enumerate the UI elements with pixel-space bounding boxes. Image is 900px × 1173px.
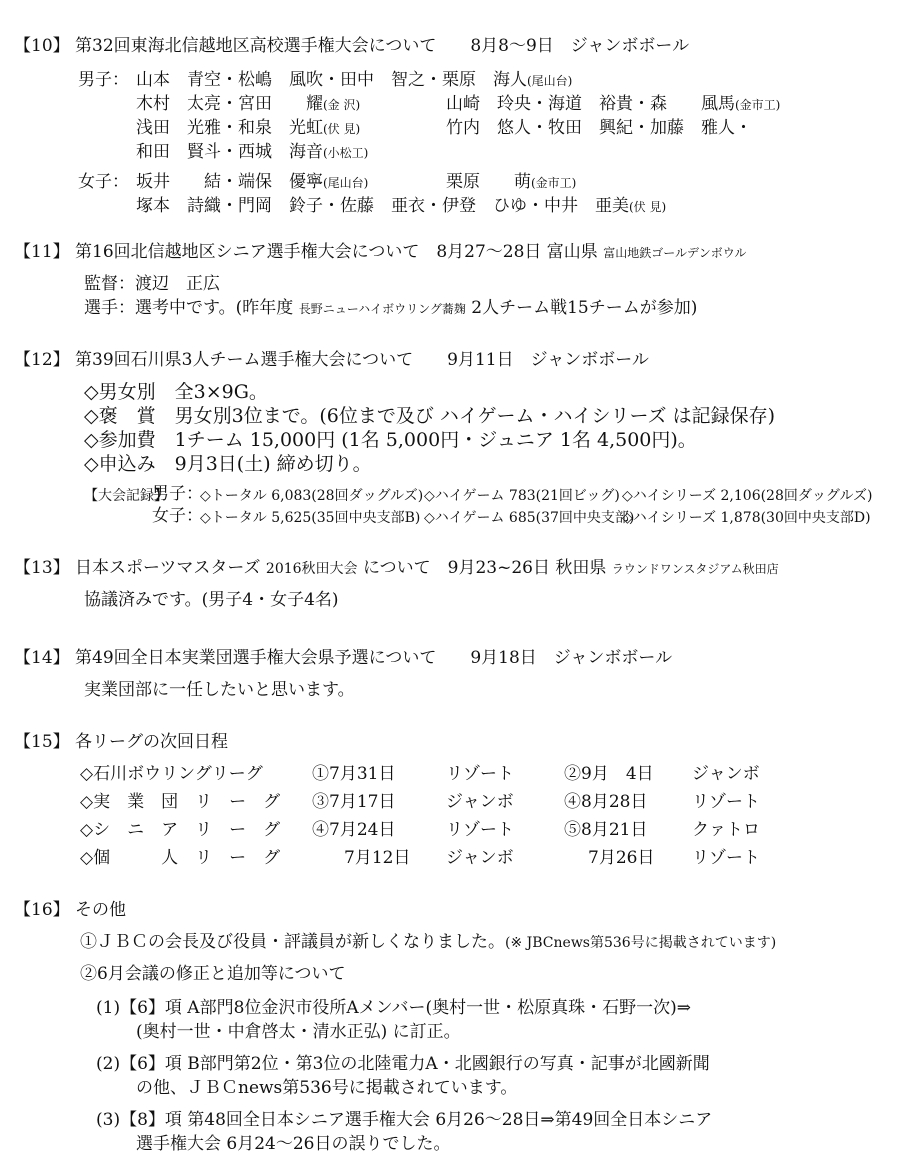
school: (尾山台)	[527, 74, 573, 88]
item-1-note: (※ JBCnews第536号に掲載されています)	[505, 935, 777, 951]
section-12-heading: 【12】 第39回石川県3人チーム選手権大会について 9月11日 ジャンボボール	[14, 350, 649, 370]
girls-line-1	[136, 170, 368, 195]
sub-item-1-line-1: (1)【6】項 A部門8位金沢市役所Aメンバー(奥村一世・松原真珠・石野一次)⇒	[96, 998, 691, 1018]
league-name: ◇実 業 団 リ ー グ	[80, 792, 281, 812]
league-date-2: ②9月 4日	[564, 764, 654, 784]
school: (小松工)	[323, 146, 369, 160]
league-date-1: ①7月31日	[312, 764, 396, 784]
players: 竹内 悠人・牧田 興紀・加藤 雅人・	[446, 118, 752, 138]
girls-label: 女子：	[78, 172, 129, 192]
coach-line: 監督：渡辺 正広	[84, 274, 220, 294]
league-date-1: 7月12日	[344, 848, 411, 868]
record-boys-total: ◇トータル 6,083(28回ダッグルズ)	[200, 488, 424, 504]
record-tag: 【大会記録】	[84, 488, 168, 504]
players: 塚本 詩織・門岡 鈴子・佐藤 亜衣・伊登 ひゆ・中井 亜美	[136, 196, 629, 216]
players: 山崎 玲央・海道 裕貴・森 風馬	[446, 94, 735, 114]
record-girls-game: ◇ハイゲーム 685(37回中央支部)	[424, 510, 635, 526]
league-date-2: ④8月28日	[564, 792, 648, 812]
school: (金市工)	[735, 98, 781, 112]
item-1-text: ①ＪＢＣの会長及び役員・評議員が新しくなりました。	[80, 932, 505, 952]
school: (伏 見)	[629, 200, 667, 214]
players: 坂井 結・端保 優寧	[136, 172, 323, 192]
boys-label: 男子：	[78, 70, 129, 90]
sub-item-2-line-1: (2)【6】項 B部門第2位・第3位の北陸電力A・北國銀行の写真・記事が北國新聞	[96, 1054, 710, 1074]
players: 浅田 光雅・和泉 光虹	[136, 118, 323, 138]
boys-line-3	[136, 116, 360, 141]
league-venue-1: リゾート	[446, 764, 514, 784]
league-name: ◇個 人 リ ー グ	[80, 848, 281, 868]
record-girls-label: 女子：	[152, 506, 203, 526]
school: (金 沢)	[323, 98, 361, 112]
league-name: ◇石川ボウリングリーグ	[80, 764, 263, 784]
sub-item-3-line-2: 選手権大会 6月24～26日の誤りでした。	[136, 1134, 451, 1154]
league-venue-2: リゾート	[692, 792, 760, 812]
section-16-heading: 【16】 その他	[14, 900, 127, 920]
record-girls-total: ◇トータル 5,625(35回中央支部B)	[200, 510, 421, 526]
girls-line-2	[136, 194, 666, 219]
section-10-heading: 【10】 第32回東海北信越地区高校選手権大会について 8月8～9日 ジャンボボール	[14, 36, 690, 56]
boys-line-4	[136, 140, 368, 165]
boys-line-3b	[446, 116, 752, 140]
venue: 富山地鉄ゴールデンボウル	[603, 246, 747, 260]
players: 山本 青空・松嶋 風吹・田中 智之・栗原 海人	[136, 70, 527, 90]
record-boys-game: ◇ハイゲーム 783(21回ビッグ)	[424, 488, 620, 504]
sub-item-2-line-2: の他、ＪＢＣnews第536号に掲載されています。	[136, 1078, 518, 1098]
players-text-2: 2人チーム戦15チームが参加)	[471, 298, 698, 318]
record-boys-series: ◇ハイシリーズ 2,106(28回ダッグルズ)	[622, 488, 873, 504]
sub-item-1-line-2: (奥村一世・中倉啓太・清水正弘) に訂正。	[136, 1022, 461, 1042]
heading-text: 【11】 第16回北信越地区シニア選手権大会について 8月27～28日 富山県	[14, 242, 598, 262]
school: (尾山台)	[323, 176, 369, 190]
section-14-body: 実業団部に一任したいと思います。	[84, 680, 355, 700]
record-girls-series: ◇ハイシリーズ 1,878(30回中央支部D)	[622, 510, 871, 526]
league-date-2: ⑤8月21日	[564, 820, 648, 840]
venue: ラウンドワンスタジアム秋田店	[611, 562, 779, 576]
players: 和田 賢斗・西城 海音	[136, 142, 323, 162]
players: 栗原 萌	[446, 172, 531, 192]
players-text: 選手：選考中です。(昨年度	[84, 298, 294, 318]
record-boys-label: 男子：	[152, 484, 203, 504]
players-note: 長野ニューハイボウリング蕎麹	[298, 302, 466, 316]
section-13-heading	[14, 556, 779, 581]
league-venue-2: クァトロ	[692, 820, 760, 840]
league-date-1: ④7月24日	[312, 820, 396, 840]
sub-item-3-line-1: (3)【8】項 第48回全日本シニア選手権大会 6月26～28日⇒第49回全日本シニア	[96, 1110, 713, 1130]
boys-line-1	[136, 68, 572, 93]
school: (伏 見)	[323, 122, 361, 136]
boys-line-2b	[446, 92, 780, 117]
league-venue-2: リゾート	[692, 848, 760, 868]
section-11-heading	[14, 240, 746, 265]
league-venue-1: ジャンボ	[446, 848, 514, 868]
heading-text: 【13】 日本スポーツマスターズ	[14, 558, 261, 578]
league-name: ◇シ ニ ア リ ー グ	[80, 820, 281, 840]
event-name: 2016秋田大会	[265, 561, 358, 577]
league-venue-1: ジャンボ	[446, 792, 514, 812]
league-date-2: 7月26日	[588, 848, 655, 868]
boys-line-2	[136, 92, 360, 117]
players: 木村 太亮・宮田 耀	[136, 94, 323, 114]
item-2: ②6月会議の修正と追加等について	[80, 964, 346, 984]
league-venue-1: リゾート	[446, 820, 514, 840]
league-venue-2: ジャンボ	[692, 764, 760, 784]
school: (金市工)	[531, 176, 577, 190]
section-13-body: 協議済みです。(男子4・女子4名)	[84, 590, 339, 610]
girls-line-1b	[446, 170, 576, 195]
league-date-1: ③7月17日	[312, 792, 396, 812]
heading-text-2: について 9月23~26日 秋田県	[362, 558, 607, 578]
item-deadline: ◇申込み 9月3日(土) 締め切り。	[84, 453, 372, 475]
item-fee: ◇参加費 1チーム 15,000円 (1名 5,000円・ジュニア 1名 4,500円)。	[84, 429, 697, 451]
players-line	[84, 296, 697, 321]
item-awards: ◇褒 賞 男女別3位まで。(6位まで及び ハイゲーム・ハイシリーズ は記録保存)	[84, 405, 775, 427]
section-14-heading: 【14】 第49回全日本実業団選手権大会県予選について 9月18日 ジャンボボール	[14, 648, 673, 668]
section-15-heading: 【15】 各リーグの次回日程	[14, 732, 229, 752]
item-gender: ◇男女別 全3×9G。	[84, 381, 268, 403]
item-1	[80, 930, 776, 955]
